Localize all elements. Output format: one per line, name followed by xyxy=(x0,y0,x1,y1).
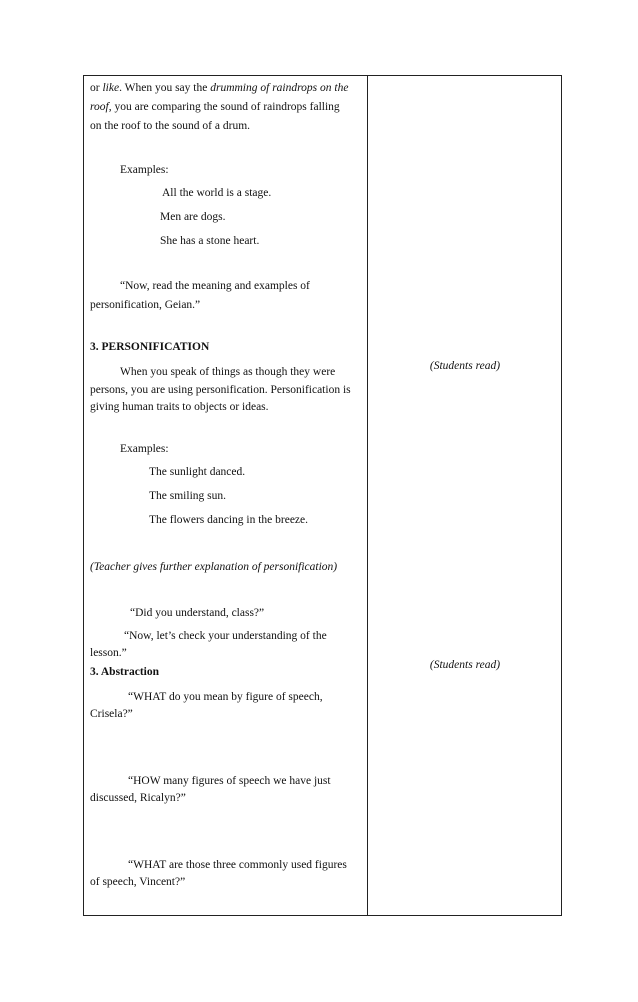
check-understanding-line1: “Now, let’s check your understanding of the xyxy=(124,630,327,642)
metaphor-example: She has a stone heart. xyxy=(160,235,260,247)
personification-def-line3: giving human traits to objects or ideas. xyxy=(90,401,269,413)
lesson-plan-table xyxy=(83,75,562,916)
metaphor-example: Men are dogs. xyxy=(160,211,226,223)
question-1-line2: Crisela?” xyxy=(90,708,133,720)
question-3-line2: of speech, Vincent?” xyxy=(90,876,186,888)
read-prompt-line2: personification, Geian.” xyxy=(90,299,201,311)
column-divider xyxy=(367,76,368,915)
students-read-note: (Students read) xyxy=(429,659,501,671)
metaphor-intro-line2: roof, you are comparing the sound of raindrops falling xyxy=(90,101,340,113)
personification-example: The sunlight danced. xyxy=(149,466,246,478)
personification-heading: 3. PERSONIFICATION xyxy=(90,341,210,353)
personification-examples-label: Examples: xyxy=(120,443,169,455)
personification-def-line1: When you speak of things as though they were xyxy=(120,366,336,378)
check-understanding-line2: lesson.” xyxy=(90,647,127,659)
metaphor-intro-line1: or like. When you say the drumming of raindrops on the xyxy=(90,82,349,94)
student-activity-column xyxy=(369,76,561,915)
personification-example: The flowers dancing in the breeze. xyxy=(149,514,309,526)
students-read-note: (Students read) xyxy=(429,360,501,372)
teacher-note: (Teacher gives further explanation of personification) xyxy=(90,561,338,573)
understand-question: “Did you understand, class?” xyxy=(130,607,265,619)
abstraction-heading: 3. Abstraction xyxy=(90,666,159,678)
question-2-line1: “HOW many figures of speech we have just xyxy=(128,775,331,787)
metaphor-intro-line3: on the roof to the sound of a drum. xyxy=(90,120,251,132)
read-prompt-line1: “Now, read the meaning and examples of xyxy=(120,280,310,292)
question-2-line2: discussed, Ricalyn?” xyxy=(90,792,186,804)
question-1-line1: “WHAT do you mean by figure of speech, xyxy=(128,691,323,703)
personification-def-line2: persons, you are using personification. Personification is xyxy=(90,384,351,396)
metaphor-examples-label: Examples: xyxy=(120,164,169,176)
personification-example: The smiling sun. xyxy=(149,490,226,502)
metaphor-example: All the world is a stage. xyxy=(162,187,272,199)
question-3-line1: “WHAT are those three commonly used figures xyxy=(128,859,347,871)
